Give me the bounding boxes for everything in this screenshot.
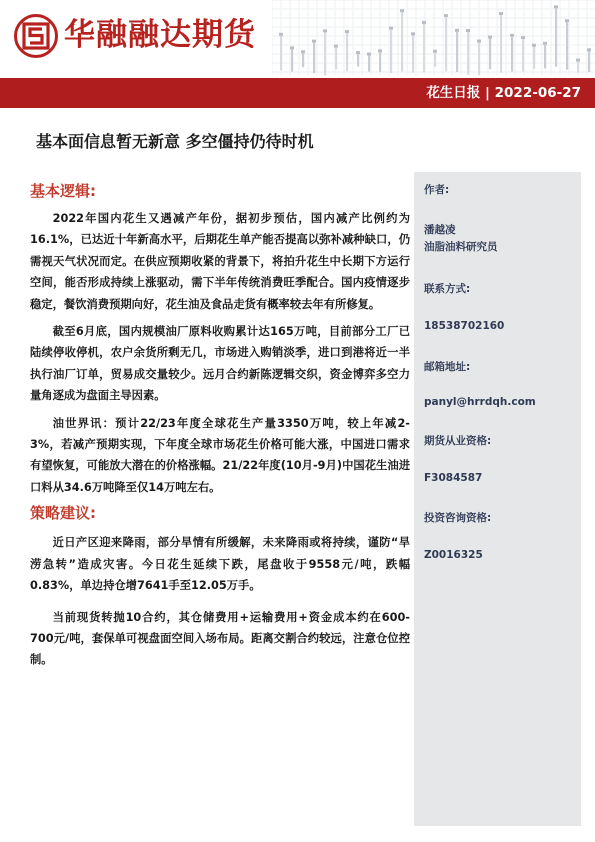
consult-license-number: Z0016325 (424, 549, 483, 561)
main-content (30, 180, 410, 671)
report-tag: 花生日报 | 2022-06-27 (426, 85, 581, 101)
paragraph: 2022年国内花生又遇减产年份，据初步预估，国内减产比例约为16.1%，已达近十年新高水平，后期花生单产能否提高以弥补减种缺口，仍需视天气状况而定。在供应预期收紧的背景下，将拍升花生中长期下方运行空间，能否形成持续上涨驱动，需下半年传统消费旺季配合。国内疫情逐步稳定，餐饮消费预期向好，花生油及食品走货有概率较去年有所修复。 (30, 212, 410, 311)
license-label: 期货从业资格: (424, 435, 492, 447)
author-department: 油脂油料研究员 (424, 241, 498, 253)
section-heading: 策略建议: (30, 504, 96, 523)
paragraph: 近日产区迎来降雨，部分旱情有所缓解，未来降雨或将持续，谨防“旱涝急转”造成灾害。今日花生延续下跌，尾盘收于9558元/吨，跌幅0.83%，单边持仓增7641手至12.05万手。 (30, 536, 410, 593)
consult-license-label: 投资咨询资格: (424, 512, 492, 524)
company-name: 华融融达期货 (64, 17, 256, 53)
paragraph: 当前现货转抛10合约，其仓储费用+运输费用+资金成本约在600-700元/吨，套保单可视盘面空间入场布局。距离交割合约较远，注意仓位控制。 (30, 610, 410, 667)
phone-number: 18538702160 (424, 320, 505, 332)
author-sidebar (414, 172, 581, 826)
author-name: 潘越凌 (424, 224, 456, 236)
huarong-logo-icon (14, 14, 58, 58)
author-label: 作者: (424, 184, 450, 196)
paragraph: 油世界讯：预计22/23年度全球花生产量3350万吨，较上年减2-3%，若减产预期实现，下年度全球市场花生价格可能大涨，中国进口需求有望恢复，可能放大潜在的价格涨幅。21/22年度(10月-9月)中国花生油进口料从34.6万吨降至仅14万吨左右。 (30, 416, 410, 494)
contact-label: 联系方式: (424, 283, 471, 295)
page-title: 基本面信息暂无新意 多空僵持仍待时机 (36, 132, 314, 151)
report-banner (0, 78, 595, 108)
email-address: panyl@hrrdqh.com (424, 396, 536, 408)
section-strategy (30, 502, 410, 670)
license-number: F3084587 (424, 472, 483, 484)
header-decoration (272, 0, 595, 76)
email-label: 邮箱地址: (424, 361, 471, 373)
page-header (0, 0, 595, 76)
paragraph: 截至6月底，国内规模油厂原料收购累计达165万吨，目前部分工厂已陆续停收停机，农户余货所剩无几，市场进入购销淡季，进口到港将近一半执行油厂订单，贸易成交量较少。远月合约新陈逻辑交织，资金博弈多空力量角逐成为盘面主导因素。 (30, 325, 410, 403)
section-heading: 基本逻辑: (30, 182, 96, 200)
section-basic-logic (30, 180, 410, 498)
